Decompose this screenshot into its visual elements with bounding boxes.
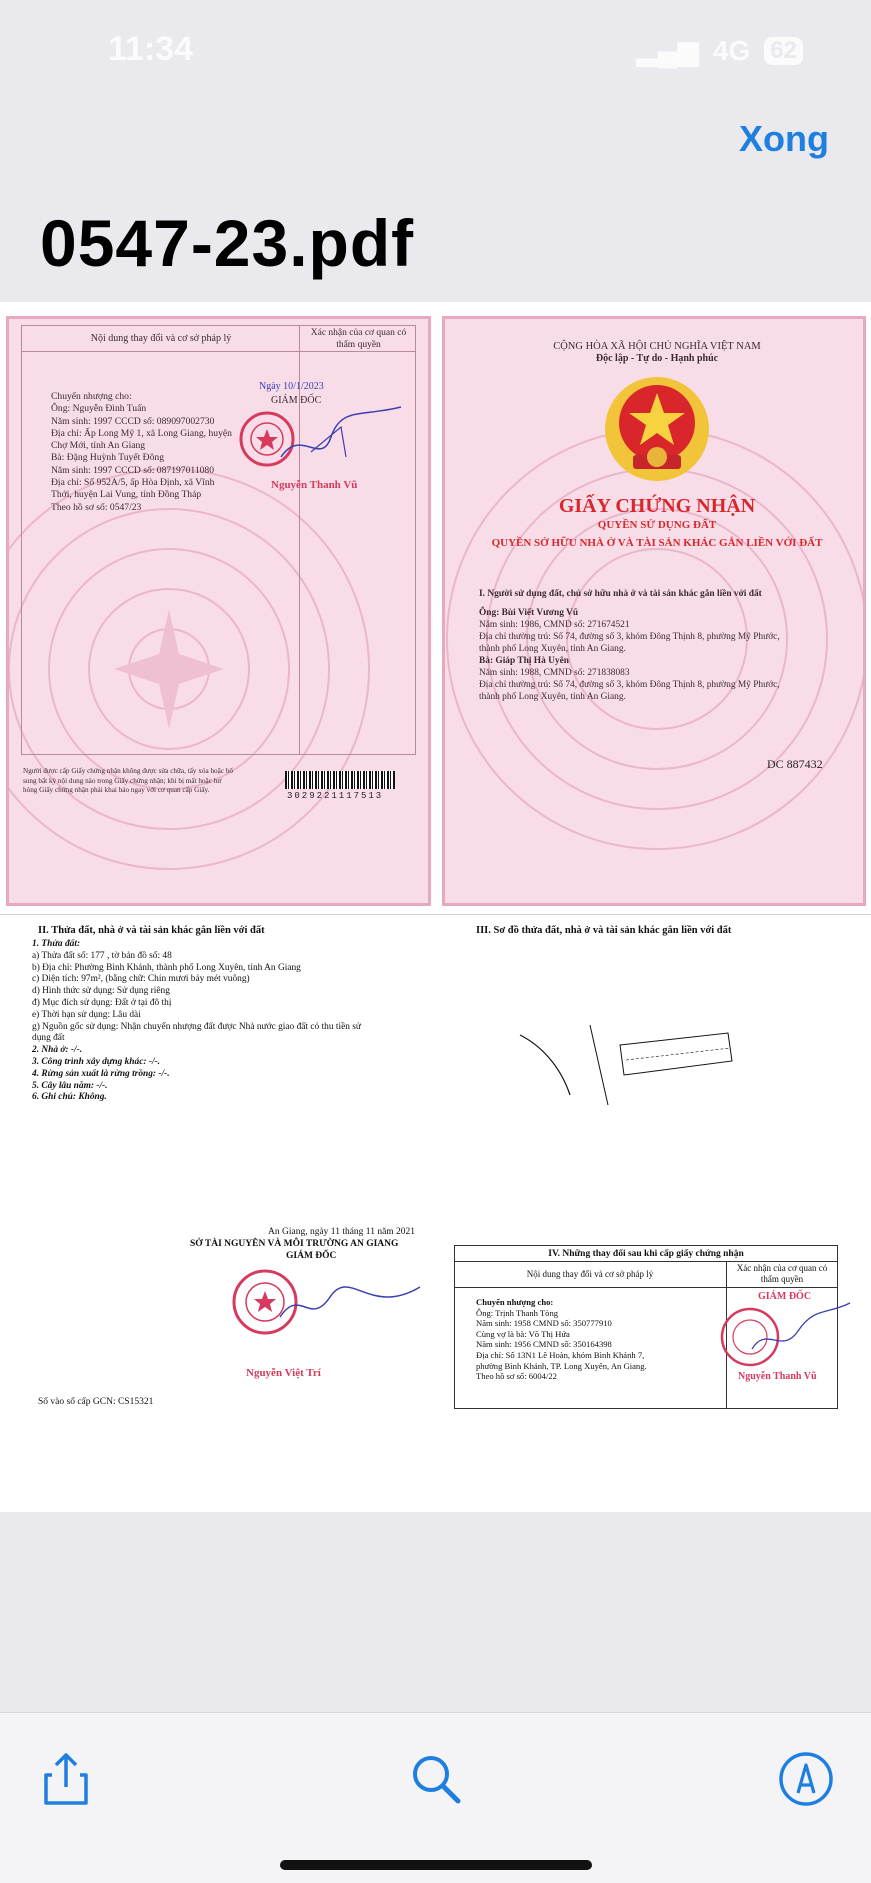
transfer-text: [51, 391, 232, 514]
authority-role: GIÁM ĐỐC: [286, 1251, 337, 1261]
owner-line: thành phố Long Xuyên, tỉnh An Giang.: [479, 692, 626, 702]
status-indicators: [636, 34, 803, 67]
confirm-date: Ngày 10/1/2023: [259, 381, 324, 392]
s4-signer: Nguyễn Thanh Vũ: [738, 1371, 817, 1382]
search-icon[interactable]: [406, 1749, 466, 1809]
s4-role: GIÁM ĐỐC: [758, 1291, 812, 1302]
land-line: a) Thửa đất số: 177 , tờ bản đồ số: 48: [32, 950, 172, 961]
certificate-front-panel: [442, 316, 866, 906]
owner-line: Bà: Giáp Thị Hà Uyên: [479, 656, 569, 666]
land-line: 6. Ghi chú: Không.: [32, 1092, 107, 1103]
transfer-line: Năm sinh: 1997 CCCD số: 087197011080: [51, 464, 215, 476]
land-line: 5. Cây lâu năm: -/-.: [32, 1080, 108, 1091]
s4-transfer-text: [476, 1297, 647, 1382]
certificate-title: GIẤY CHỨNG NHẬN: [558, 495, 756, 517]
home-indicator: [280, 1860, 592, 1870]
section-1-heading: I. Người sử dụng đất, chủ sở hữu nhà ở và tài sản khác gắn liền với đất: [479, 589, 762, 599]
nation-name: CỘNG HÒA XÃ HỘI CHỦ NGHĨA VIỆT NAM: [553, 341, 761, 352]
pdf-page-1: [0, 308, 871, 908]
barcode-number: 3029221117513: [287, 791, 384, 801]
col1-header: Nội dung thay đổi và cơ sở pháp lý: [90, 333, 232, 344]
table-line: [454, 1261, 838, 1262]
pdf-viewer[interactable]: [0, 302, 871, 1512]
s4-line: Năm sinh: 1956 CMND số: 350164398: [476, 1339, 612, 1350]
s4-col2-header: Xác nhận của cơ quan có thẩm quyền: [736, 1263, 828, 1284]
certificate-back-panel: [6, 316, 431, 906]
s4-line: Chuyển nhượng cho:: [476, 1297, 554, 1307]
section-2-heading: II. Thửa đất, nhà ở và tài sản khác gắn liền với đất: [38, 925, 265, 936]
owner-text: [479, 607, 780, 703]
network-type: 4G: [712, 34, 751, 66]
land-line: 3. Công trình xây dựng khác: -/-.: [32, 1056, 161, 1067]
national-emblem-icon: [599, 371, 715, 487]
signature-icon: [746, 1295, 856, 1365]
signal-icon: ▂▄▆: [636, 35, 699, 66]
transfer-line: Bà: Đặng Huỳnh Tuyết Đông: [51, 452, 164, 464]
authority-signer: Nguyễn Việt Trí: [246, 1367, 321, 1379]
footnote: [23, 767, 233, 796]
signature-icon: [271, 397, 411, 477]
s4-line: Năm sinh: 1958 CMND số: 350777910: [476, 1318, 612, 1329]
section-4-heading: IV. Những thay đổi sau khi cấp giấy chứng nhận: [548, 1249, 744, 1259]
transfer-line: Địa chỉ: Ấp Long Mỹ 1, xã Long Giang, huyện: [51, 427, 232, 439]
markup-icon[interactable]: [776, 1749, 836, 1809]
land-line: g) Nguồn gốc sử dụng: Nhận chuyển nhượng đất được Nhà nước giao đất có thu tiền sử: [32, 1021, 362, 1032]
done-button[interactable]: Xong: [739, 118, 829, 159]
document-title: 0547-23.pdf: [40, 206, 415, 280]
col2-header: Xác nhận của cơ quan có thẩm quyền: [310, 328, 407, 350]
land-line: c) Diện tích: 97m², (bằng chữ: Chín mươi bảy mét vuông): [32, 974, 250, 985]
land-line: 4. Rừng sản xuất là rừng trồng: -/-.: [32, 1068, 170, 1079]
s4-line: Cùng vợ là bà: Võ Thị Hứa: [476, 1328, 570, 1339]
transfer-line: Địa chỉ: Số 952A/5, ấp Hòa Định, xã Vĩnh: [51, 477, 215, 489]
status-bar: [0, 0, 871, 110]
transfer-line: Năm sinh: 1997 CCCD số: 089097002730: [51, 415, 215, 427]
pdf-page-2: [0, 914, 871, 1512]
national-motto: Độc lập - Tự do - Hạnh phúc: [595, 353, 719, 364]
owner-line: thành phố Long Xuyên, tỉnh An Giang.: [479, 644, 626, 654]
transfer-line: Chợ Mới, tỉnh An Giang: [51, 440, 146, 452]
land-details: [32, 939, 432, 1104]
transfer-line: Chuyển nhượng cho:: [51, 391, 132, 402]
s4-line: phường Bình Khánh, TP. Long Xuyên, An Giang.: [476, 1360, 647, 1371]
footnote-line: sung bất kỳ nội dung nào trong Giấy chứng nhận; khi bị mất hoặc hư: [23, 776, 222, 785]
barcode: [285, 771, 395, 789]
sign-date: An Giang, ngày 11 tháng 11 năm 2021: [268, 1227, 416, 1237]
serial-number: DC 887432: [767, 757, 823, 771]
land-line: e) Thời hạn sử dụng: Lâu dài: [32, 1009, 141, 1020]
land-line: 2. Nhà ở: -/-.: [32, 1045, 83, 1056]
confirm-signer: Nguyễn Thanh Vũ: [271, 479, 358, 491]
bottom-toolbar: [0, 1712, 871, 1883]
issuing-authority: SỞ TÀI NGUYÊN VÀ MÔI TRƯỜNG AN GIANG: [190, 1239, 399, 1249]
register-number: Số vào sổ cấp GCN: CS15321: [38, 1397, 154, 1407]
certificate-subtitle-2: QUYỀN SỞ HỮU NHÀ Ở VÀ TÀI SẢN KHÁC GẮN LIỀN VỚI ĐẤT: [491, 537, 823, 549]
signature-icon: [270, 1267, 430, 1337]
share-icon[interactable]: [36, 1749, 96, 1809]
footnote-line: hỏng Giấy chứng nhận phải khai báo ngay với cơ quan cấp Giấy.: [23, 786, 210, 794]
table-header-line: [21, 351, 416, 352]
transfer-line: Theo hồ sơ số: 0547/23: [51, 501, 142, 513]
owner-line: Địa chỉ thường trú: Số 74, đường số 3, khóm Đông Thịnh 8, phường Mỹ Phước,: [479, 632, 780, 642]
land-line: 1. Thửa đất:: [32, 939, 81, 949]
s4-line: Ông: Trịnh Thanh Tòng: [476, 1307, 559, 1318]
change-table: [21, 325, 416, 755]
battery-icon: 62: [764, 37, 803, 65]
status-time: 11:34: [108, 30, 194, 68]
land-line: b) Địa chỉ: Phường Bình Khánh, thành phố Long Xuyên, tỉnh An Giang: [32, 962, 301, 973]
footnote-line: Người được cấp Giấy chứng nhận không được sửa chữa, tẩy xóa hoặc bổ: [23, 767, 234, 775]
land-line: đ) Mục đích sử dụng: Đất ở tại đô thị: [32, 997, 172, 1008]
owner-line: Năm sinh: 1986, CMND số: 271674521: [479, 620, 630, 630]
section-3-heading: III. Sơ đồ thửa đất, nhà ở và tài sản khác gắn liền với đất: [476, 925, 732, 936]
s4-line: Địa chỉ: Số 13N1 Lê Hoàn, khóm Bình Khánh 7,: [476, 1349, 645, 1360]
plot-diagram: [500, 1005, 780, 1115]
transfer-line: Thới, huyện Lai Vung, tỉnh Đồng Tháp: [51, 489, 202, 501]
confirm-role: GIÁM ĐỐC: [271, 395, 322, 406]
owner-line: Năm sinh: 1988, CMND số: 271838083: [479, 668, 630, 678]
land-line: dụng đất: [32, 1033, 65, 1044]
owner-line: Ông: Bùi Viết Vương Vũ: [479, 608, 579, 618]
certificate-subtitle-1: QUYỀN SỬ DỤNG ĐẤT: [597, 519, 717, 531]
owner-line: Địa chỉ thường trú: Số 74, đường số 3, khóm Đông Thịnh 8, phường Mỹ Phước,: [479, 680, 780, 690]
transfer-line: Ông: Nguyễn Đình Tuấn: [51, 403, 147, 415]
land-line: d) Hình thức sử dụng: Sử dụng riêng: [32, 986, 170, 997]
s4-col1-header: Nội dung thay đổi và cơ sở pháp lý: [526, 1269, 654, 1279]
s4-line: Theo hồ sơ số: 6004/22: [476, 1371, 557, 1382]
table-line: [454, 1287, 838, 1288]
